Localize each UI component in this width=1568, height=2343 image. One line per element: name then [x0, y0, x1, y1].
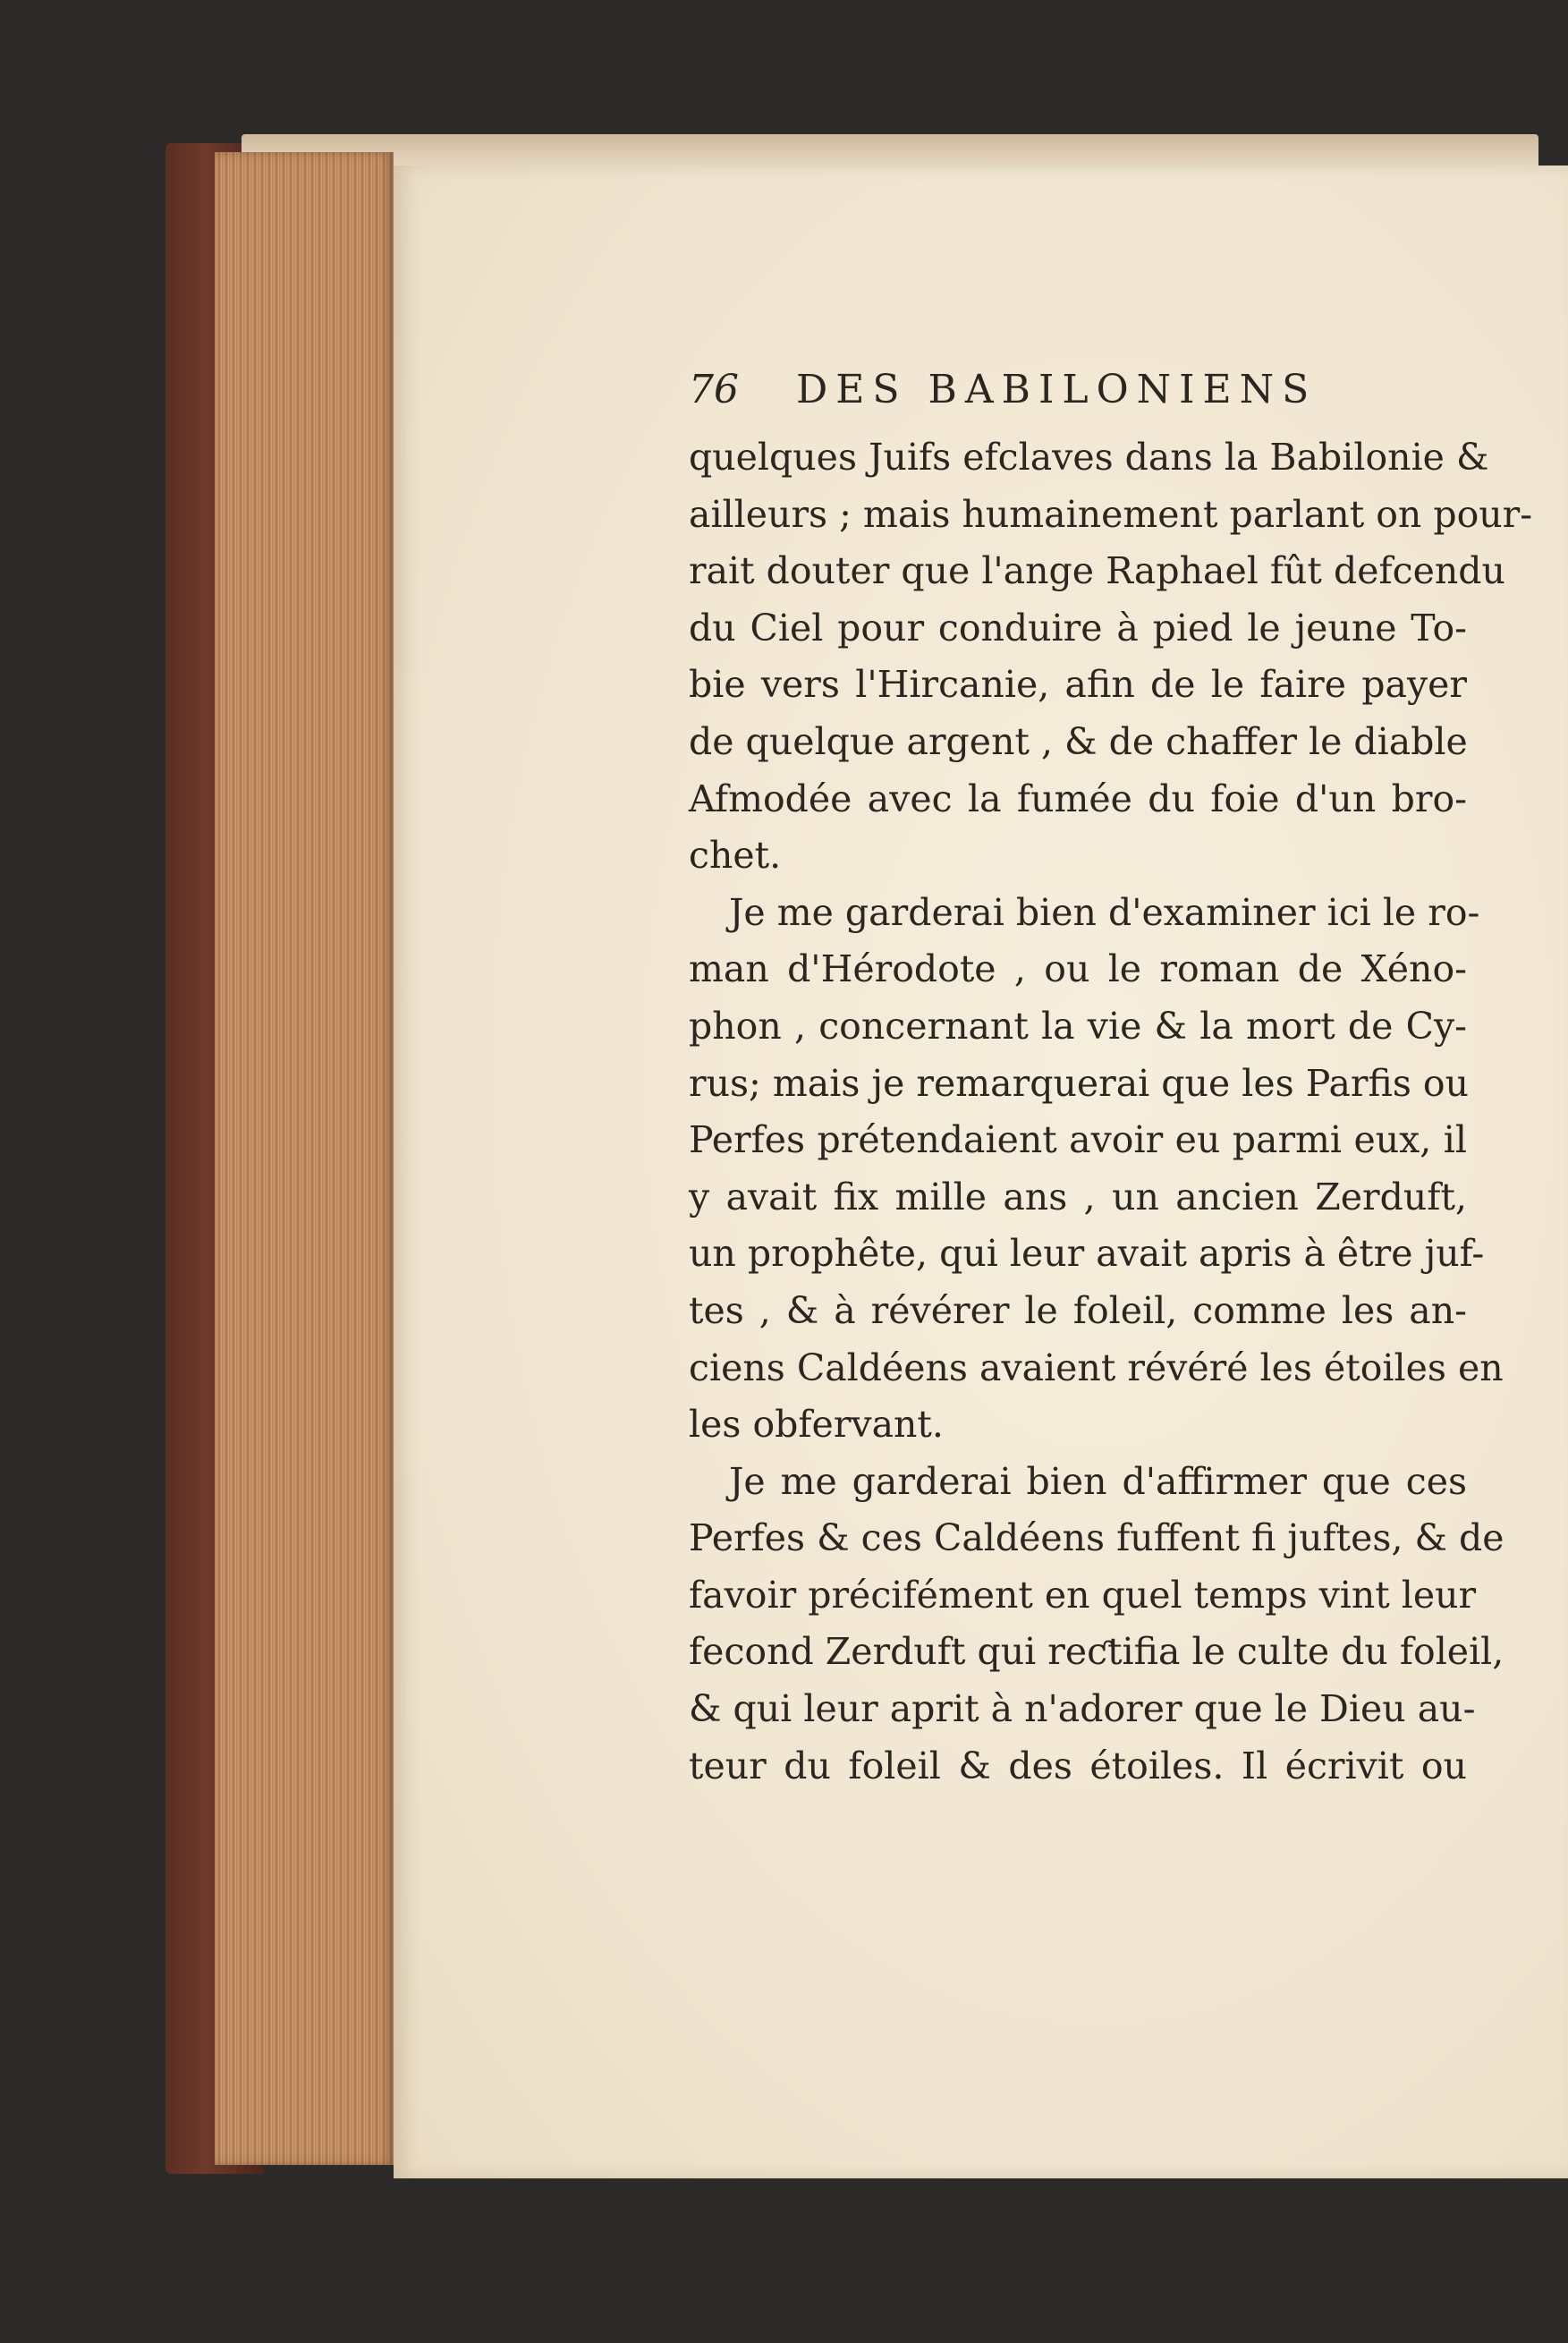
- text-line: Perfes & ces Caldéens fuffent fi juftes, & de: [689, 1516, 1504, 1560]
- text-line: tes , & à révérer le foleil, comme les an-: [689, 1288, 1467, 1332]
- paragraph-3: [689, 1454, 1504, 1795]
- text-line: y avait fix mille ans , un ancien Zerduft,: [689, 1175, 1467, 1218]
- text-line: rus; mais je remarquerai que les Parfis ou: [689, 1061, 1469, 1105]
- page-text: [689, 367, 1533, 1795]
- text-line: & qui leur aprit à n'adorer que le Dieu au-: [689, 1687, 1476, 1731]
- running-head: [689, 367, 1467, 429]
- running-head-title: DES BABILONIENS: [796, 367, 1318, 412]
- text-line: bie vers l'Hircanie, afin de le faire payer: [689, 663, 1467, 707]
- paragraph-2: [689, 885, 1504, 1454]
- text-line: chet.: [689, 834, 782, 878]
- text-line: fecond Zerduft qui reƈtifia le culte du foleil,: [689, 1630, 1504, 1674]
- text-line: ailleurs ; mais humainement parlant on pour-: [689, 492, 1533, 536]
- text-line: un prophête, qui leur avait apris à être juf-: [689, 1232, 1485, 1276]
- text-line: ciens Caldéens avaient révéré les étoiles en: [689, 1346, 1504, 1389]
- text-line: quelques Juifs efclaves dans la Babilonie &: [689, 436, 1489, 479]
- text-line: Je me garderai bien d'affirmer que ces: [729, 1459, 1467, 1503]
- text-line: de quelque argent , & de chaffer le diable: [689, 719, 1468, 763]
- text-line: teur du foleil & des étoiles. Il écrivit ou: [689, 1744, 1467, 1787]
- page-edges: [215, 152, 394, 2165]
- text-line: rait douter que l'ange Raphael fût defcendu: [689, 549, 1505, 593]
- text-line: Afmodée avec la fumée du foie d'un bro-: [689, 777, 1467, 820]
- text-line: favoir précifément en quel temps vint leur: [689, 1573, 1477, 1617]
- text-line: phon , concernant la vie & la mort de Cy-: [689, 1004, 1467, 1048]
- text-line: Je me garderai bien d'examiner ici le ro-: [729, 890, 1480, 934]
- text-line: les obfervant.: [689, 1403, 944, 1447]
- page-top-edge: [242, 134, 1538, 170]
- text-line: Perfes prétendaient avoir eu parmi eux, il: [689, 1118, 1467, 1162]
- page-number: 76: [689, 367, 739, 412]
- paragraph-1: [689, 429, 1533, 885]
- text-line: man d'Hérodote , ou le roman de Xéno-: [689, 947, 1467, 991]
- text-line: du Ciel pour conduire à pied le jeune To-: [689, 606, 1467, 649]
